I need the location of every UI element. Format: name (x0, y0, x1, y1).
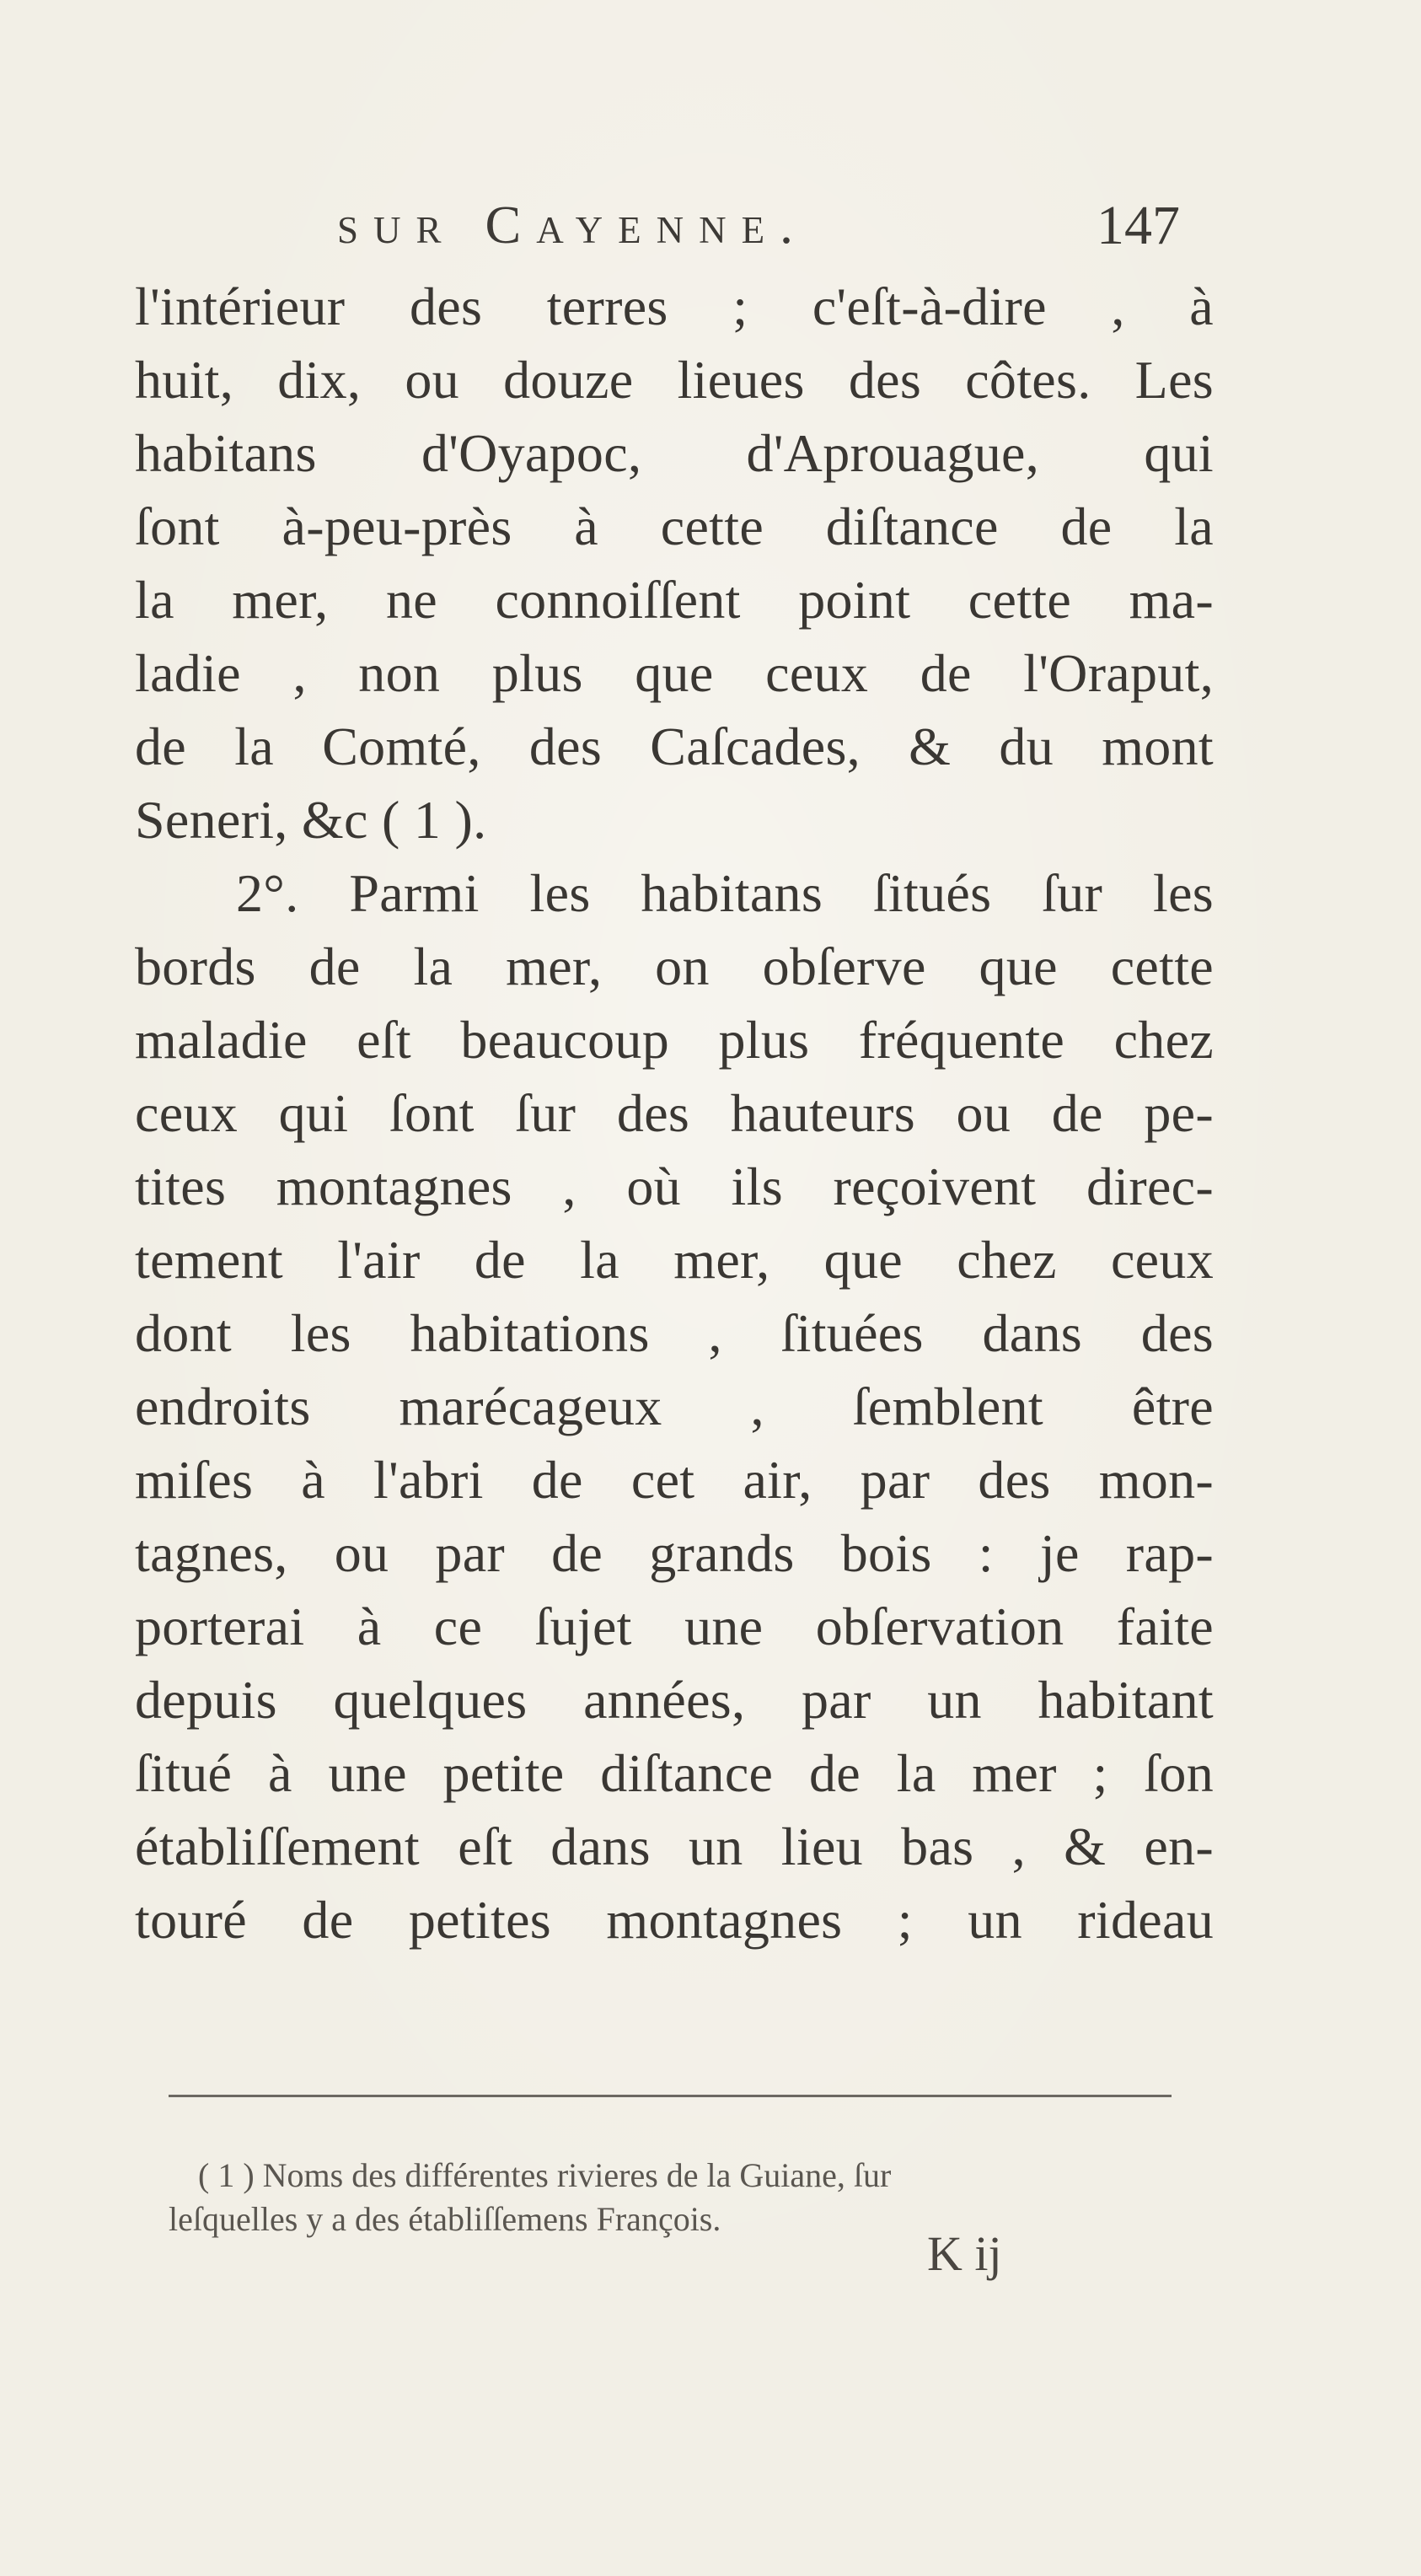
text-line: miſes à l'abri de cet air, par des mon- (135, 1450, 1214, 1510)
footnote (169, 2154, 1176, 2241)
running-title: sur Cayenne. (337, 195, 809, 255)
text-line: ſont à-peu-près à cette diſtance de la (135, 496, 1214, 556)
text-line: tement l'air de la mer, que chez ceux (135, 1230, 1214, 1290)
text-line: tagnes, ou par de grands bois : je rap- (135, 1523, 1214, 1583)
text-line: tites montagnes , où ils reçoivent direc- (135, 1157, 1214, 1216)
text-line: porterai à ce ſujet une obſervation faite (135, 1597, 1214, 1656)
footnote-line: leſquelles y a des établiſſemens François. (169, 2200, 721, 2238)
text-line: l'intérieur des terres ; c'eſt-à-dire , à (135, 276, 1214, 336)
signature-mark: K ij (927, 2226, 1002, 2281)
footnote-line: ( 1 ) Noms des différentes rivieres de la Guiane, ſur (198, 2156, 892, 2194)
text-line: depuis quelques années, par un habitant (135, 1670, 1214, 1730)
text-line: huit, dix, ou douze lieues des côtes. Les (135, 350, 1214, 410)
text-line: Seneri, &c ( 1 ). (135, 790, 487, 850)
text-line: bords de la mer, on obſerve que cette (135, 936, 1214, 996)
text-line: établiſſement eſt dans un lieu bas , & en- (135, 1817, 1214, 1876)
page-number: 147 (1097, 195, 1180, 256)
text-line: endroits marécageux , ſemblent être (135, 1377, 1214, 1436)
text-line: dont les habitations , ſituées dans des (135, 1303, 1214, 1363)
text-line: ſitué à une petite diſtance de la mer ; ſon (135, 1743, 1214, 1803)
page-header (337, 194, 1180, 270)
body-text (135, 270, 1214, 1956)
text-line: habitans d'Oyapoc, d'Aprouague, qui (135, 423, 1214, 483)
footnote-divider (169, 2095, 1172, 2097)
text-line: ceux qui ſont ſur des hauteurs ou de pe- (135, 1083, 1214, 1143)
text-line: ladie , non plus que ceux de l'Oraput, (135, 643, 1214, 703)
text-line: la mer, ne connoiſſent point cette ma- (135, 570, 1214, 630)
text-line: touré de petites montagnes ; un rideau (135, 1890, 1214, 1950)
text-line: 2°. Parmi les habitans ſitués ſur les (236, 863, 1214, 923)
text-line: maladie eſt beaucoup plus fréquente chez (135, 1010, 1214, 1070)
text-line: de la Comté, des Caſcades, & du mont (135, 716, 1214, 776)
